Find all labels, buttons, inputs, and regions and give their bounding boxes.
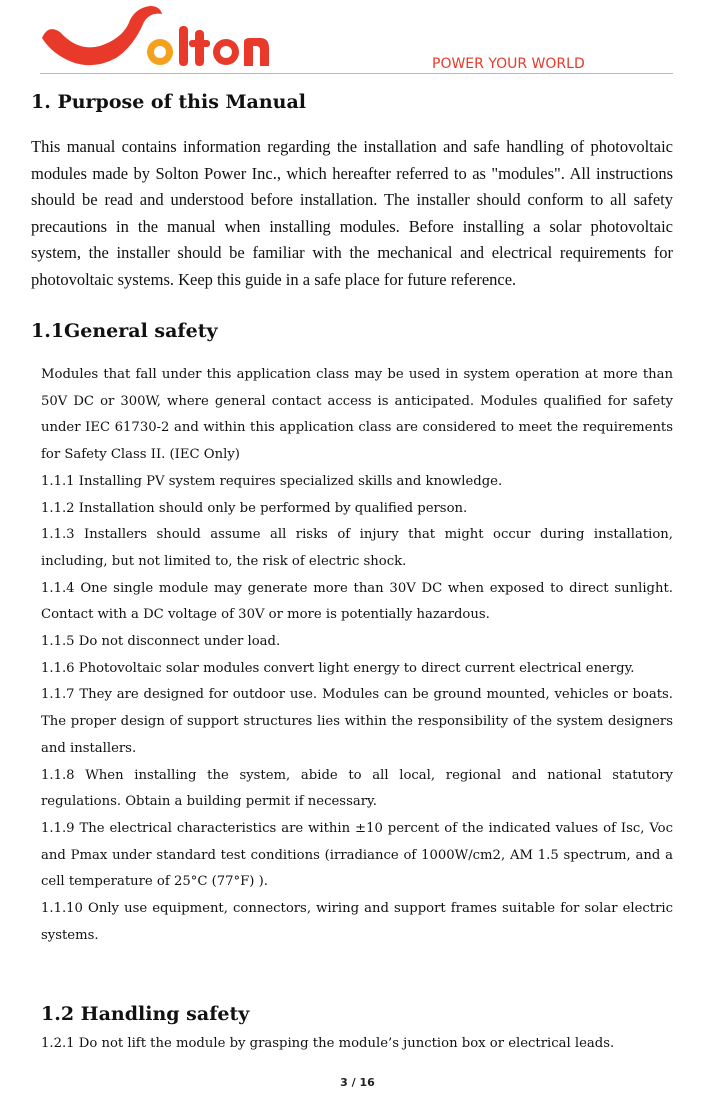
general-safety-body: [41, 362, 673, 949]
list-item: 1.1.2 Installation should only be performed by qualified person.: [41, 500, 468, 516]
list-item: 1.1.1 Installing PV system requires specialized skills and knowledge.: [41, 473, 503, 489]
page-header: [0, 0, 715, 80]
header-divider: [40, 73, 673, 74]
list-item: 1.1.8 When installing the system, abide to all local, regional and national statutory regulations. Obtain a building permit if necessary.: [41, 767, 673, 810]
handling-safety-body: [41, 1031, 673, 1058]
list-item: 1.1.3 Installers should assume all risks of injury that might occur during installation, including, but not limited to, the risk of electric shock.: [41, 527, 673, 569]
list-item: 1.1.5 Do not disconnect under load.: [41, 634, 281, 650]
slogan: POWER YOUR WORLD: [432, 56, 585, 72]
purpose-paragraph: This manual contains information regarding the installation and safe handling of photovoltaic modules made by Solton Power Inc., which hereafter referred to as "modules". All instructions should be read and understood before installation. The installer should conform to all safety precautions in the manual when installing modules. Before installing a solar photovoltaic system, the installer should be familiar with the mechanical and electrical requirements for photovoltaic systems. Keep this guide in a safe place for future reference.: [31, 137, 673, 289]
general-safety-intro: Modules that fall under this application class may be used in system operation at more than 50V DC or 300W, where general contact access is anticipated. Modules qualified for safety under IEC 61730-2 and within this application class are considered to meet the requirements for Safety Class II. (IEC Only): [41, 367, 673, 463]
section-title-handling-safety: 1.2 Handling safety: [41, 1003, 250, 1025]
section-title-general-safety: 1.1General safety: [31, 320, 218, 342]
list-item: 1.1.7 They are designed for outdoor use. Modules can be ground mounted, vehicles or boats. The proper design of support structures lies within the responsibility of the system designers and installers.: [41, 687, 673, 756]
list-item: 1.2.1 Do not lift the module by grasping the module’s junction box or electrical leads.: [41, 1036, 615, 1051]
page-number: 3 / 16: [340, 1076, 375, 1089]
solton-logo: [38, 2, 278, 74]
list-item: 1.1.10 Only use equipment, connectors, wiring and support frames suitable for solar electric systems.: [41, 901, 673, 943]
list-item: 1.1.9 The electrical characteristics are within ±10 percent of the indicated values of Isc, Voc and Pmax under standard test conditions (irradiance of 1000W/cm2, AM 1.5 spectrum, and a cell temperature of 25°C (77°F) ).: [41, 820, 673, 890]
list-item: 1.1.6 Photovoltaic solar modules convert light energy to direct current electrical energy.: [41, 660, 635, 676]
list-item: 1.1.4 One single module may generate more than 30V DC when exposed to direct sunlight. Contact with a DC voltage of 30V or more is potentially hazardous.: [41, 580, 673, 623]
section-title-purpose: 1. Purpose of this Manual: [31, 91, 306, 113]
